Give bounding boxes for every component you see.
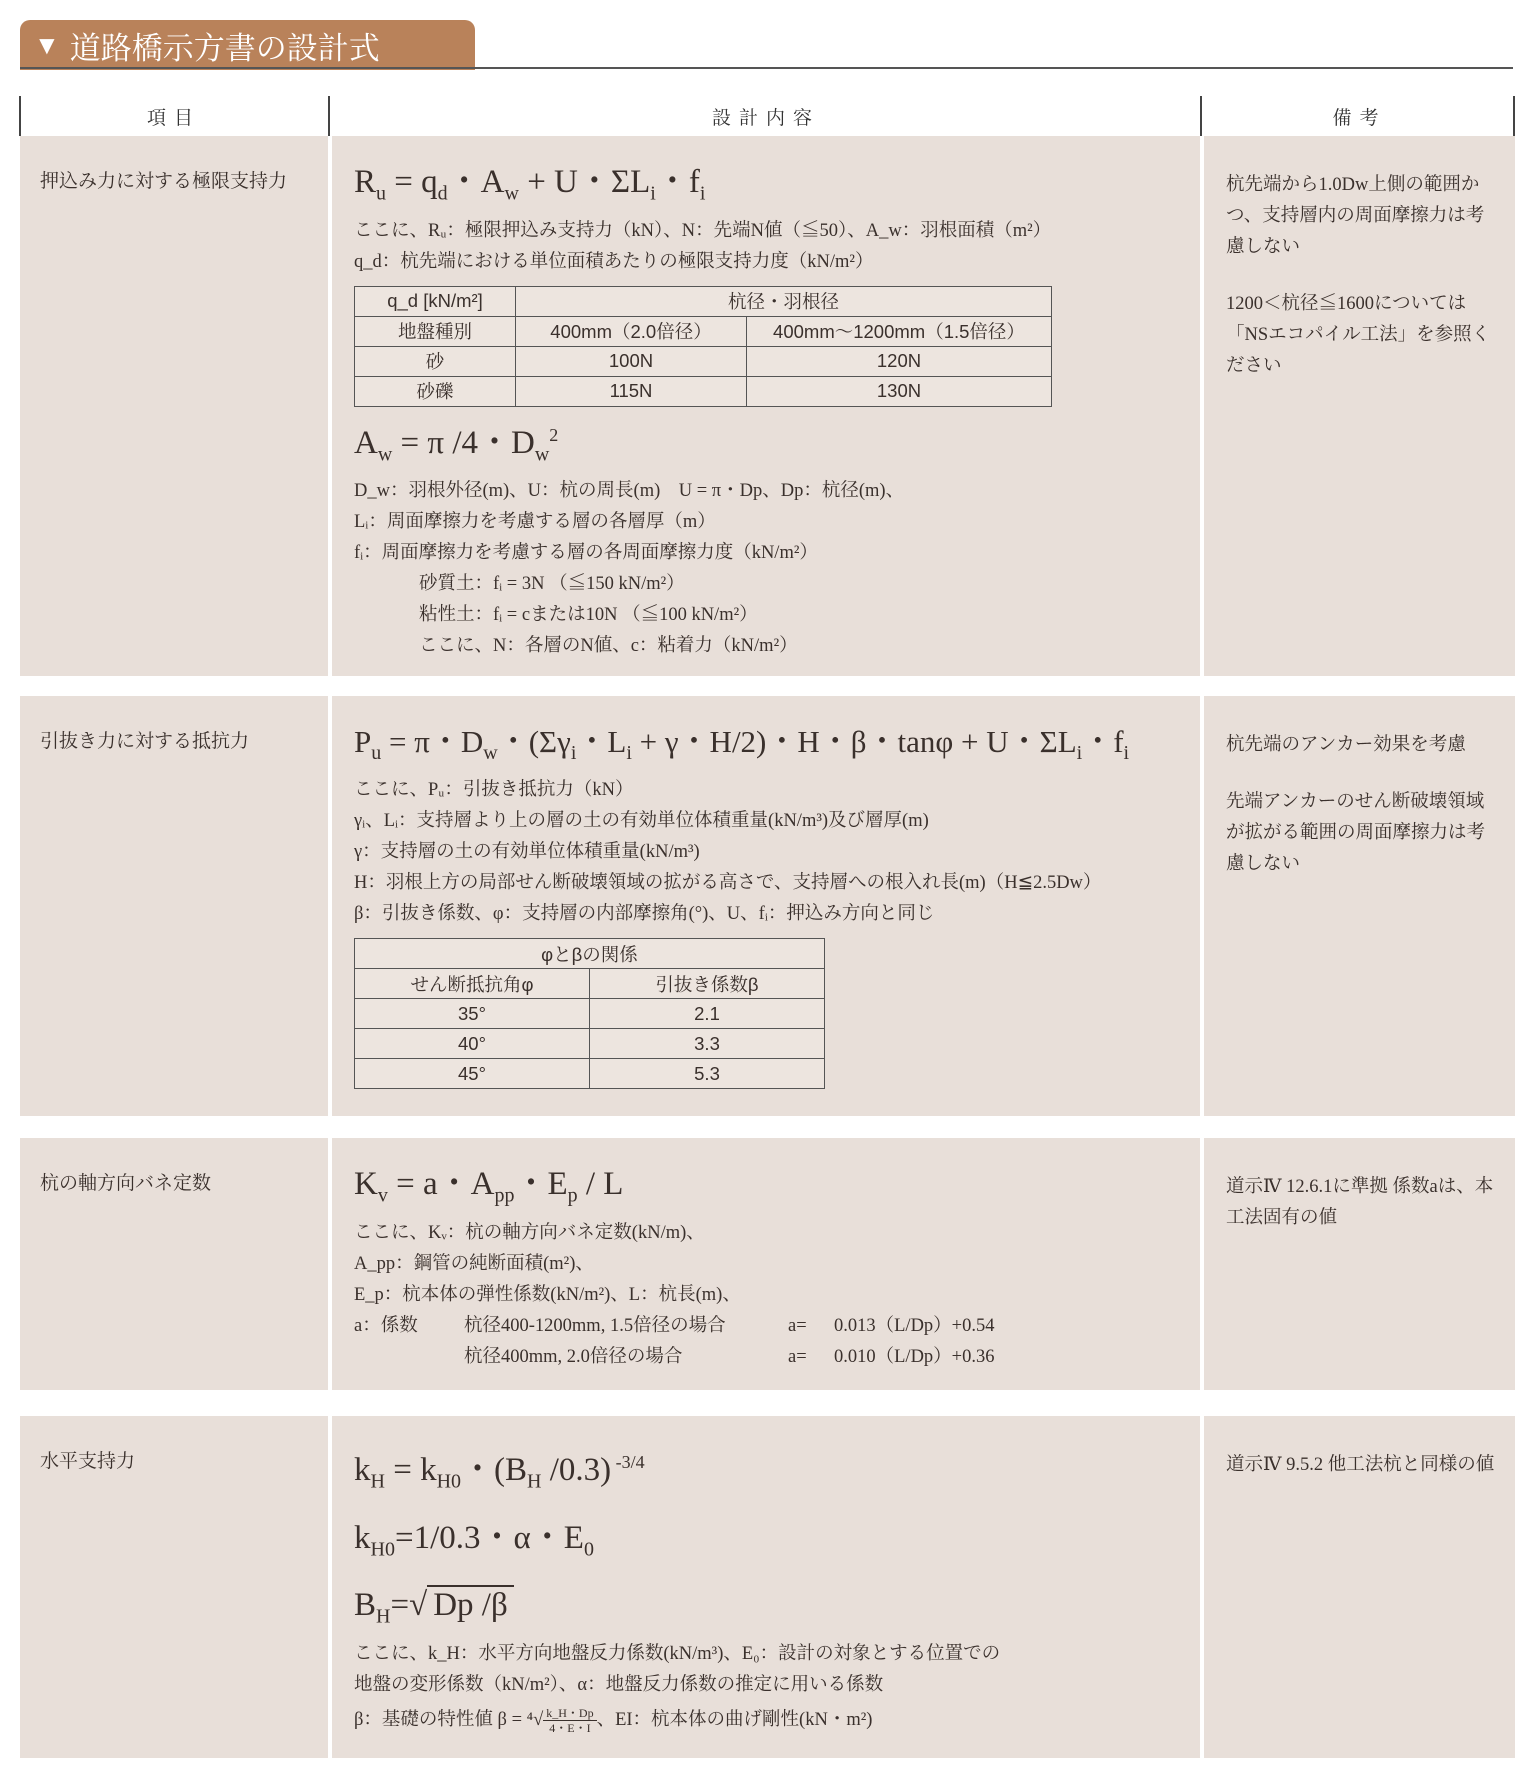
formula-kh: $k_H = k_{H0}$・($B_H$ /0.3) $^{-3/4}$ xyxy=(354,1452,645,1493)
table-cell: 115N xyxy=(516,376,747,406)
remark-text: 杭先端から1.0Dw上側の範囲かつ、支持層内の周面摩擦力は考慮しない xyxy=(1226,175,1485,257)
beta-label: β：基礎の特性値 β = xyxy=(354,1709,527,1730)
desc-line: ここに、Rᵤ：極限押込み支持力（kN）、N：先端N値（≦50）、A_w：羽根面積（m²） xyxy=(354,220,1052,241)
triangle-down-icon: ▼ xyxy=(34,29,60,60)
formula-ru: $R_u = q_d$・$A_w + U$・$\Sigma L_i$・$f_i$ xyxy=(354,164,706,205)
table-cell: 砂 xyxy=(355,346,516,376)
table-cell: 130N xyxy=(747,376,1052,406)
fraction-denominator: 4・E・I xyxy=(549,1721,591,1736)
coef-label: a：係数 xyxy=(354,1315,418,1336)
design-content xyxy=(354,160,1190,662)
table-cell: 45° xyxy=(355,1059,590,1089)
desc-line: E_p：杭本体の弾性係数(kN/m²)、L：杭長(m)、 xyxy=(354,1284,741,1305)
row-horizontal xyxy=(20,1416,1515,1758)
table-cell: 100N xyxy=(516,346,747,376)
desc-line: 地盤の変形係数（kN/m²）、α：地盤反力係数の推定に用いる係数 xyxy=(354,1674,884,1695)
design-content xyxy=(354,1162,1190,1373)
design-content xyxy=(354,1440,1190,1736)
table-cell: 砂礫 xyxy=(355,376,516,406)
formula-pu: $P_u = \pi$・$D_w$・($\Sigma\gamma_i$・$L_i + \gamma$・H/2)・H・β・tanφ + U・$\Sigma L_i$・$f_i$ xyxy=(354,724,1130,765)
row-label: 引抜き力に対する抵抗力 xyxy=(40,731,250,752)
coef-value: 0.013（L/Dp）+0.54 xyxy=(834,1315,995,1336)
coef-eq: a= xyxy=(788,1346,807,1367)
table-row xyxy=(355,376,1052,406)
section-title-text: 道路橋示方書の設計式 xyxy=(69,30,380,66)
table-row xyxy=(355,1059,825,1089)
remark-text: 道示Ⅳ 9.5.2 他工法杭と同様の値 xyxy=(1226,1455,1495,1475)
title-divider xyxy=(20,67,1513,69)
desc-line: β：引抜き係数、φ：支持層の内部摩擦角(°)、U、fᵢ：押込み方向と同じ xyxy=(354,904,935,925)
beta-fraction xyxy=(543,1706,596,1735)
ei-text: 、EI：杭本体の曲げ剛性(kN・m²) xyxy=(596,1709,873,1730)
remark-text: 杭先端のアンカー効果を考慮 xyxy=(1226,735,1466,755)
phi-beta-table xyxy=(354,938,825,1089)
desc-line: q_d：杭先端における単位面積あたりの極限支持力度（kN/m²） xyxy=(354,251,874,272)
row-compression xyxy=(20,136,1515,676)
header-divider xyxy=(1200,96,1202,136)
desc-line: 砂質土：fᵢ = 3N （≦150 kN/m²） xyxy=(419,574,685,595)
coef-row xyxy=(354,1311,1190,1342)
formula-kh0: $k_{H0}=1/0.3$・α・$E_0$ xyxy=(354,1519,594,1561)
table-cell: 5.3 xyxy=(590,1059,825,1089)
table-row xyxy=(355,969,825,999)
table-cell: 2.1 xyxy=(590,999,825,1029)
table-row xyxy=(355,939,825,969)
table-cell: 地盤種別 xyxy=(355,316,516,346)
table-cell: 40° xyxy=(355,1029,590,1059)
table-row xyxy=(355,1029,825,1059)
remarks xyxy=(1226,170,1497,408)
table-cell: せん断抵抗角φ xyxy=(355,969,590,999)
desc-line: fᵢ：周面摩擦力を考慮する層の各周面摩擦力度（kN/m²） xyxy=(354,543,818,564)
formula-bh: $B_H=√$ Dp /β xyxy=(354,1583,1190,1639)
row-label: 杭の軸方向バネ定数 xyxy=(40,1173,212,1194)
table-row xyxy=(355,316,1052,346)
desc-line: γ：支持層の土の有効単位体積重量(kN/m³) xyxy=(354,842,700,863)
table-cell: q_d [kN/m²] xyxy=(355,286,516,316)
desc-line: γᵢ、Lᵢ：支持層より上の層の土の有効単位体積重量(kN/m³)及び層厚(m) xyxy=(354,811,929,832)
formula-kv: $K_v = a$・$A_{pp}$・$E_p$ / L xyxy=(354,1166,624,1207)
desc-line: β：基礎の特性値 β = ⁴√ $\frac{k\_H・Dp}{4・E・I}$ 、EI：杭本体の曲げ剛性(kN・m²) xyxy=(354,1706,873,1736)
table-cell: 35° xyxy=(355,999,590,1029)
desc-line: Lᵢ：周面摩擦力を考慮する層の各層厚（m） xyxy=(354,512,716,533)
table-row xyxy=(355,346,1052,376)
desc-line: ここに、Pᵤ：引抜き抵抗力（kN） xyxy=(354,780,634,801)
remarks xyxy=(1226,1450,1497,1507)
header-divider xyxy=(328,96,330,136)
table-cell: 3.3 xyxy=(590,1029,825,1059)
design-content xyxy=(354,720,1190,1095)
desc-line: A_pp：鋼管の純断面積(m²)、 xyxy=(354,1253,594,1274)
remarks xyxy=(1226,730,1497,906)
formula-aw: $A_w = \pi$ /4・$D_w^2$ xyxy=(354,424,559,466)
desc-line: 粘性土：fᵢ = cまたは10N （≦100 kN/m²） xyxy=(419,605,758,626)
header-item: 項目 xyxy=(146,107,201,129)
table-cell: 400mm（2.0倍径） xyxy=(516,316,747,346)
header-remarks: 備考 xyxy=(1332,107,1387,129)
qd-table xyxy=(354,286,1052,407)
table-cell: 400mm～1200mm（1.5倍径） xyxy=(747,316,1052,346)
remark-text: 先端アンカーのせん断破壊領域が拡がる範囲の周面摩擦力は考慮しない xyxy=(1226,792,1486,874)
header-content: 設計内容 xyxy=(711,107,820,129)
desc-line: ここに、Kᵥ：杭の軸方向バネ定数(kN/m)、 xyxy=(354,1222,705,1243)
row-label: 水平支持力 xyxy=(40,1451,136,1472)
remark-text: 1200＜杭径≦1600については「NSエコパイル工法」を参照ください xyxy=(1226,294,1491,376)
table-row xyxy=(355,999,825,1029)
table-cell: 杭径・羽根径 xyxy=(516,286,1052,316)
remarks xyxy=(1226,1172,1497,1260)
fraction-numerator: k_H・Dp xyxy=(543,1706,596,1721)
row-pullout xyxy=(20,696,1515,1116)
coef-case: 杭径400mm, 2.0倍径の場合 xyxy=(464,1346,683,1367)
coef-row xyxy=(354,1342,1190,1373)
section-title xyxy=(20,20,475,70)
header-divider xyxy=(1513,96,1515,136)
desc-line: H：羽根上方の局部せん断破壊領域の拡がる高さで、支持層への根入れ長(m)（H≦2.5Dw） xyxy=(354,873,1102,894)
table-cell: 120N xyxy=(747,346,1052,376)
coef-value: 0.010（L/Dp）+0.36 xyxy=(834,1346,995,1367)
table-cell: 引抜き係数β xyxy=(590,969,825,999)
desc-line: ここに、k_H：水平方向地盤反力係数(kN/m³)、E₀：設計の対象とする位置での xyxy=(354,1643,1001,1664)
table-title: φとβの関係 xyxy=(355,939,825,969)
row-axial-spring xyxy=(20,1138,1515,1390)
coef-eq: a= xyxy=(788,1315,807,1336)
desc-line: ここに、N：各層のN値、c：粘着力（kN/m²） xyxy=(419,636,798,657)
row-label: 押込み力に対する極限支持力 xyxy=(40,171,288,192)
coef-case: 杭径400-1200mm, 1.5倍径の場合 xyxy=(464,1315,726,1336)
table-row xyxy=(355,286,1052,316)
desc-line: D_w：羽根外径(m)、U：杭の周長(m) U = π・Dp、Dp：杭径(m)、 xyxy=(354,481,905,502)
remark-text: 道示Ⅳ 12.6.1に準拠 係数aは、本工法固有の値 xyxy=(1226,1177,1494,1228)
